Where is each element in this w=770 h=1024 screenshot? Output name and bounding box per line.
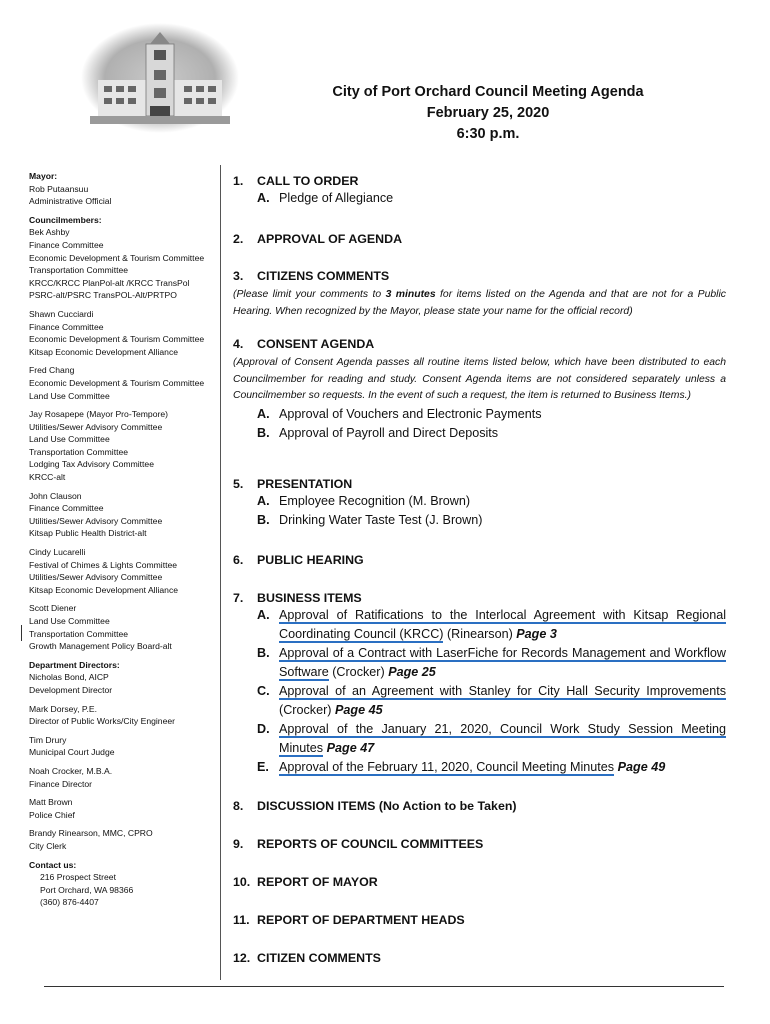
person-role: PSRC-alt/PSRC TransPOL-Alt/PRTPO xyxy=(29,290,177,301)
section-number: 9. xyxy=(233,837,244,851)
section-title: APPROVAL OF AGENDA xyxy=(257,232,403,246)
agenda-date: February 25, 2020 xyxy=(426,105,550,121)
section-approval-of-agenda xyxy=(233,231,726,247)
person-role: Finance Committee xyxy=(29,503,104,514)
section-title: DISCUSSION ITEMS (No Action to be Taken) xyxy=(257,799,517,813)
section-number: 7. xyxy=(233,591,244,605)
item-link[interactable]: Approval of the February 11, 2020, Council Meeting Minutes xyxy=(279,760,615,774)
section-title: CALL TO ORDER xyxy=(257,174,359,188)
section-number: 5. xyxy=(233,477,244,491)
contact-label: Contact us: xyxy=(29,859,77,870)
note-emphasis: 3 minutes xyxy=(385,289,436,300)
person-role: Lodging Tax Advisory Committee xyxy=(29,459,154,470)
section-number: 12. xyxy=(233,951,251,965)
person-role: KRCC/KRCC PlanPol-alt /KRCC TransPol xyxy=(29,277,190,288)
item-page: Page 45 xyxy=(334,703,383,717)
item-letter: A. xyxy=(257,191,270,205)
director-block xyxy=(29,796,224,821)
director-block xyxy=(29,765,224,790)
section-title: BUSINESS ITEMS xyxy=(257,591,362,605)
person-role: Transportation Committee xyxy=(29,446,129,457)
councilmember-block xyxy=(29,408,224,484)
person-role: Finance Committee xyxy=(29,321,104,332)
director-block xyxy=(29,671,224,696)
agenda-item xyxy=(233,492,726,511)
business-item xyxy=(233,682,726,720)
person-role: KRCC-alt xyxy=(29,472,66,483)
person-role: Economic Development & Tourism Committee xyxy=(29,377,205,388)
mayor-role: Administrative Official xyxy=(29,196,112,207)
item-presenter: (Crocker) xyxy=(279,703,335,717)
section-department-heads xyxy=(233,912,726,928)
agenda-title: City of Port Orchard Council Meeting Agenda xyxy=(332,84,644,100)
section-public-hearing xyxy=(233,552,726,568)
section-number: 8. xyxy=(233,799,244,813)
contact-block xyxy=(29,871,224,909)
council-sidebar xyxy=(29,170,224,909)
section-call-to-order xyxy=(233,173,726,208)
section-number: 2. xyxy=(233,232,244,246)
directors-label: Department Directors: xyxy=(29,659,120,670)
person-role: Kitsap Economic Development Alliance xyxy=(29,584,179,595)
person-name: Bek Ashby xyxy=(29,227,70,238)
person-role: Development Director xyxy=(29,684,113,695)
person-role: City Clerk xyxy=(29,840,67,851)
section-title: CITIZEN COMMENTS xyxy=(257,951,381,965)
councilmembers-label: Councilmembers: xyxy=(29,214,102,225)
section-council-committees xyxy=(233,836,726,852)
mayor-label: Mayor: xyxy=(29,171,58,181)
section-title: REPORT OF MAYOR xyxy=(257,875,378,889)
footer-rule xyxy=(44,986,724,987)
councilmember-block xyxy=(29,490,224,540)
person-role: Finance Director xyxy=(29,778,93,789)
item-letter: A. xyxy=(257,406,270,421)
person-role: Kitsap Economic Development Alliance xyxy=(29,346,179,357)
person-name: Shawn Cucciardi xyxy=(29,308,94,319)
margin-mark xyxy=(21,625,22,641)
item-link[interactable]: Approval of a Contract with LaserFiche for Records Management and Workflow Software xyxy=(279,646,726,679)
city-hall-logo xyxy=(80,22,240,134)
person-name: Mark Dorsey, P.E. xyxy=(29,703,97,714)
item-page: Page 25 xyxy=(388,665,436,679)
section-title: REPORT OF DEPARTMENT HEADS xyxy=(257,913,465,927)
item-letter: B. xyxy=(257,425,270,440)
section-title: REPORTS OF COUNCIL COMMITTEES xyxy=(257,837,484,851)
person-name: Matt Brown xyxy=(29,797,73,808)
business-item xyxy=(233,606,726,644)
item-letter: D. xyxy=(257,722,270,736)
person-name: Fred Chang xyxy=(29,365,75,376)
item-text: Drinking Water Taste Test (J. Brown) xyxy=(279,513,483,527)
item-page: Page 3 xyxy=(516,627,557,641)
person-role: Growth Management Policy Board-alt xyxy=(29,641,172,652)
person-name: Noah Crocker, M.B.A. xyxy=(29,765,113,776)
person-name: Scott Diener xyxy=(29,603,77,614)
comments-note xyxy=(233,287,726,320)
section-title: CONSENT AGENDA xyxy=(257,337,375,351)
item-text: Approval of Payroll and Direct Deposits xyxy=(279,425,499,440)
item-link[interactable]: Approval of an Agreement with Stanley for City Hall Security Improvements xyxy=(279,684,726,698)
director-block xyxy=(29,734,224,759)
director-block xyxy=(29,827,224,852)
sidebar-divider xyxy=(220,165,221,980)
councilmember-block xyxy=(29,308,224,358)
person-role: Economic Development & Tourism Committee xyxy=(29,334,205,345)
contact-line: (360) 876-4407 xyxy=(40,897,99,908)
section-title: CITIZENS COMMENTS xyxy=(257,269,390,283)
councilmembers-list xyxy=(29,226,224,652)
section-title: PUBLIC HEARING xyxy=(257,553,364,567)
item-letter: C. xyxy=(257,684,270,698)
item-page: Page 49 xyxy=(617,760,666,774)
agenda-header xyxy=(300,82,676,145)
item-presenter: (Crocker) xyxy=(328,665,389,679)
contact-line: Port Orchard, WA 98366 xyxy=(40,884,134,895)
councilmember-block xyxy=(29,226,224,302)
note-text: (Please limit your comments to xyxy=(233,289,386,300)
person-role: Director of Public Works/City Engineer xyxy=(29,716,175,727)
agenda-item xyxy=(233,511,726,530)
section-citizen-comments xyxy=(233,950,726,966)
section-number: 4. xyxy=(233,337,244,351)
person-role: Municipal Court Judge xyxy=(29,747,115,758)
item-page: Page 47 xyxy=(326,741,375,755)
business-item xyxy=(233,758,726,777)
section-presentation xyxy=(233,476,726,530)
section-report-of-mayor xyxy=(233,874,726,890)
section-number: 6. xyxy=(233,553,244,567)
person-role: Transportation Committee xyxy=(29,628,129,639)
item-letter: B. xyxy=(257,646,270,660)
person-role: Kitsap Public Health District-alt xyxy=(29,528,147,539)
item-text: Employee Recognition (M. Brown) xyxy=(279,494,471,508)
item-letter: A. xyxy=(257,494,270,508)
person-role: Transportation Committee xyxy=(29,265,129,276)
section-discussion-items xyxy=(233,798,726,814)
section-consent-agenda xyxy=(233,336,726,443)
person-name: Jay Rosapepe (Mayor Pro-Tempore) xyxy=(29,409,168,420)
person-role: Utilities/Sewer Advisory Committee xyxy=(29,515,163,526)
section-number: 3. xyxy=(233,269,244,283)
item-link[interactable]: Approval of Ratifications to the Interlocal Agreement with Kitsap Regional Coordinating Council (KRCC) xyxy=(279,608,726,641)
person-name: Cindy Lucarelli xyxy=(29,547,86,558)
person-name: Nicholas Bond, AICP xyxy=(29,672,109,683)
item-presenter: (Rinearson) xyxy=(443,627,517,641)
section-citizens-comments xyxy=(233,268,726,320)
section-business-items xyxy=(233,590,726,777)
person-role: Land Use Committee xyxy=(29,616,110,626)
section-number: 1. xyxy=(233,174,244,188)
agenda-item xyxy=(233,189,726,208)
item-letter: B. xyxy=(257,513,270,527)
person-role: Police Chief xyxy=(29,809,75,820)
contact-line: 216 Prospect Street xyxy=(40,872,116,883)
agenda-time: 6:30 p.m. xyxy=(456,126,520,142)
business-item xyxy=(233,644,726,682)
councilmember-block xyxy=(29,602,224,652)
person-role: Festival of Chimes & Lights Committee xyxy=(29,559,178,570)
directors-list xyxy=(29,671,224,852)
director-block xyxy=(29,703,224,728)
person-name: Brandy Rinearson, MMC, CPRO xyxy=(29,828,153,839)
mayor-name: Rob Putaansuu xyxy=(29,183,89,194)
person-role: Land Use Committee xyxy=(29,434,110,445)
person-role: Land Use Committee xyxy=(29,390,110,401)
person-role: Finance Committee xyxy=(29,239,104,250)
item-text: Pledge of Allegiance xyxy=(279,191,394,205)
person-role: Economic Development & Tourism Committee xyxy=(29,252,205,263)
section-number: 11. xyxy=(233,913,250,927)
person-role: Utilities/Sewer Advisory Committee xyxy=(29,572,163,583)
item-letter: E. xyxy=(257,760,269,774)
person-name: John Clauson xyxy=(29,490,82,501)
consent-note: (Approval of Consent Agenda passes all routine items listed below, which have been distributed to each Councilmember for reading and study. Consent Agenda items are not considered separately unless a Councilmember so requests. In the event of such a request, the item is returned to Business Items.) xyxy=(233,357,726,401)
item-text: Approval of Vouchers and Electronic Payments xyxy=(279,406,542,421)
mayor-block xyxy=(29,170,224,208)
agenda-item xyxy=(233,405,726,424)
item-letter: A. xyxy=(257,608,270,622)
item-link[interactable]: Approval of the January 21, 2020, Council Work Study Session Meeting Minutes xyxy=(279,722,726,755)
section-title: PRESENTATION xyxy=(257,477,353,491)
section-number: 10. xyxy=(233,875,251,889)
councilmember-block xyxy=(29,546,224,596)
business-item xyxy=(233,720,726,758)
agenda-item xyxy=(233,424,726,443)
councilmember-block xyxy=(29,364,224,402)
person-role: Utilities/Sewer Advisory Committee xyxy=(29,421,163,432)
note-text: for items listed on the Agenda and that are not for a Public Hearing. When recognized by the Mayor, please state your name for the official record) xyxy=(233,289,726,317)
person-name: Tim Drury xyxy=(29,734,67,745)
